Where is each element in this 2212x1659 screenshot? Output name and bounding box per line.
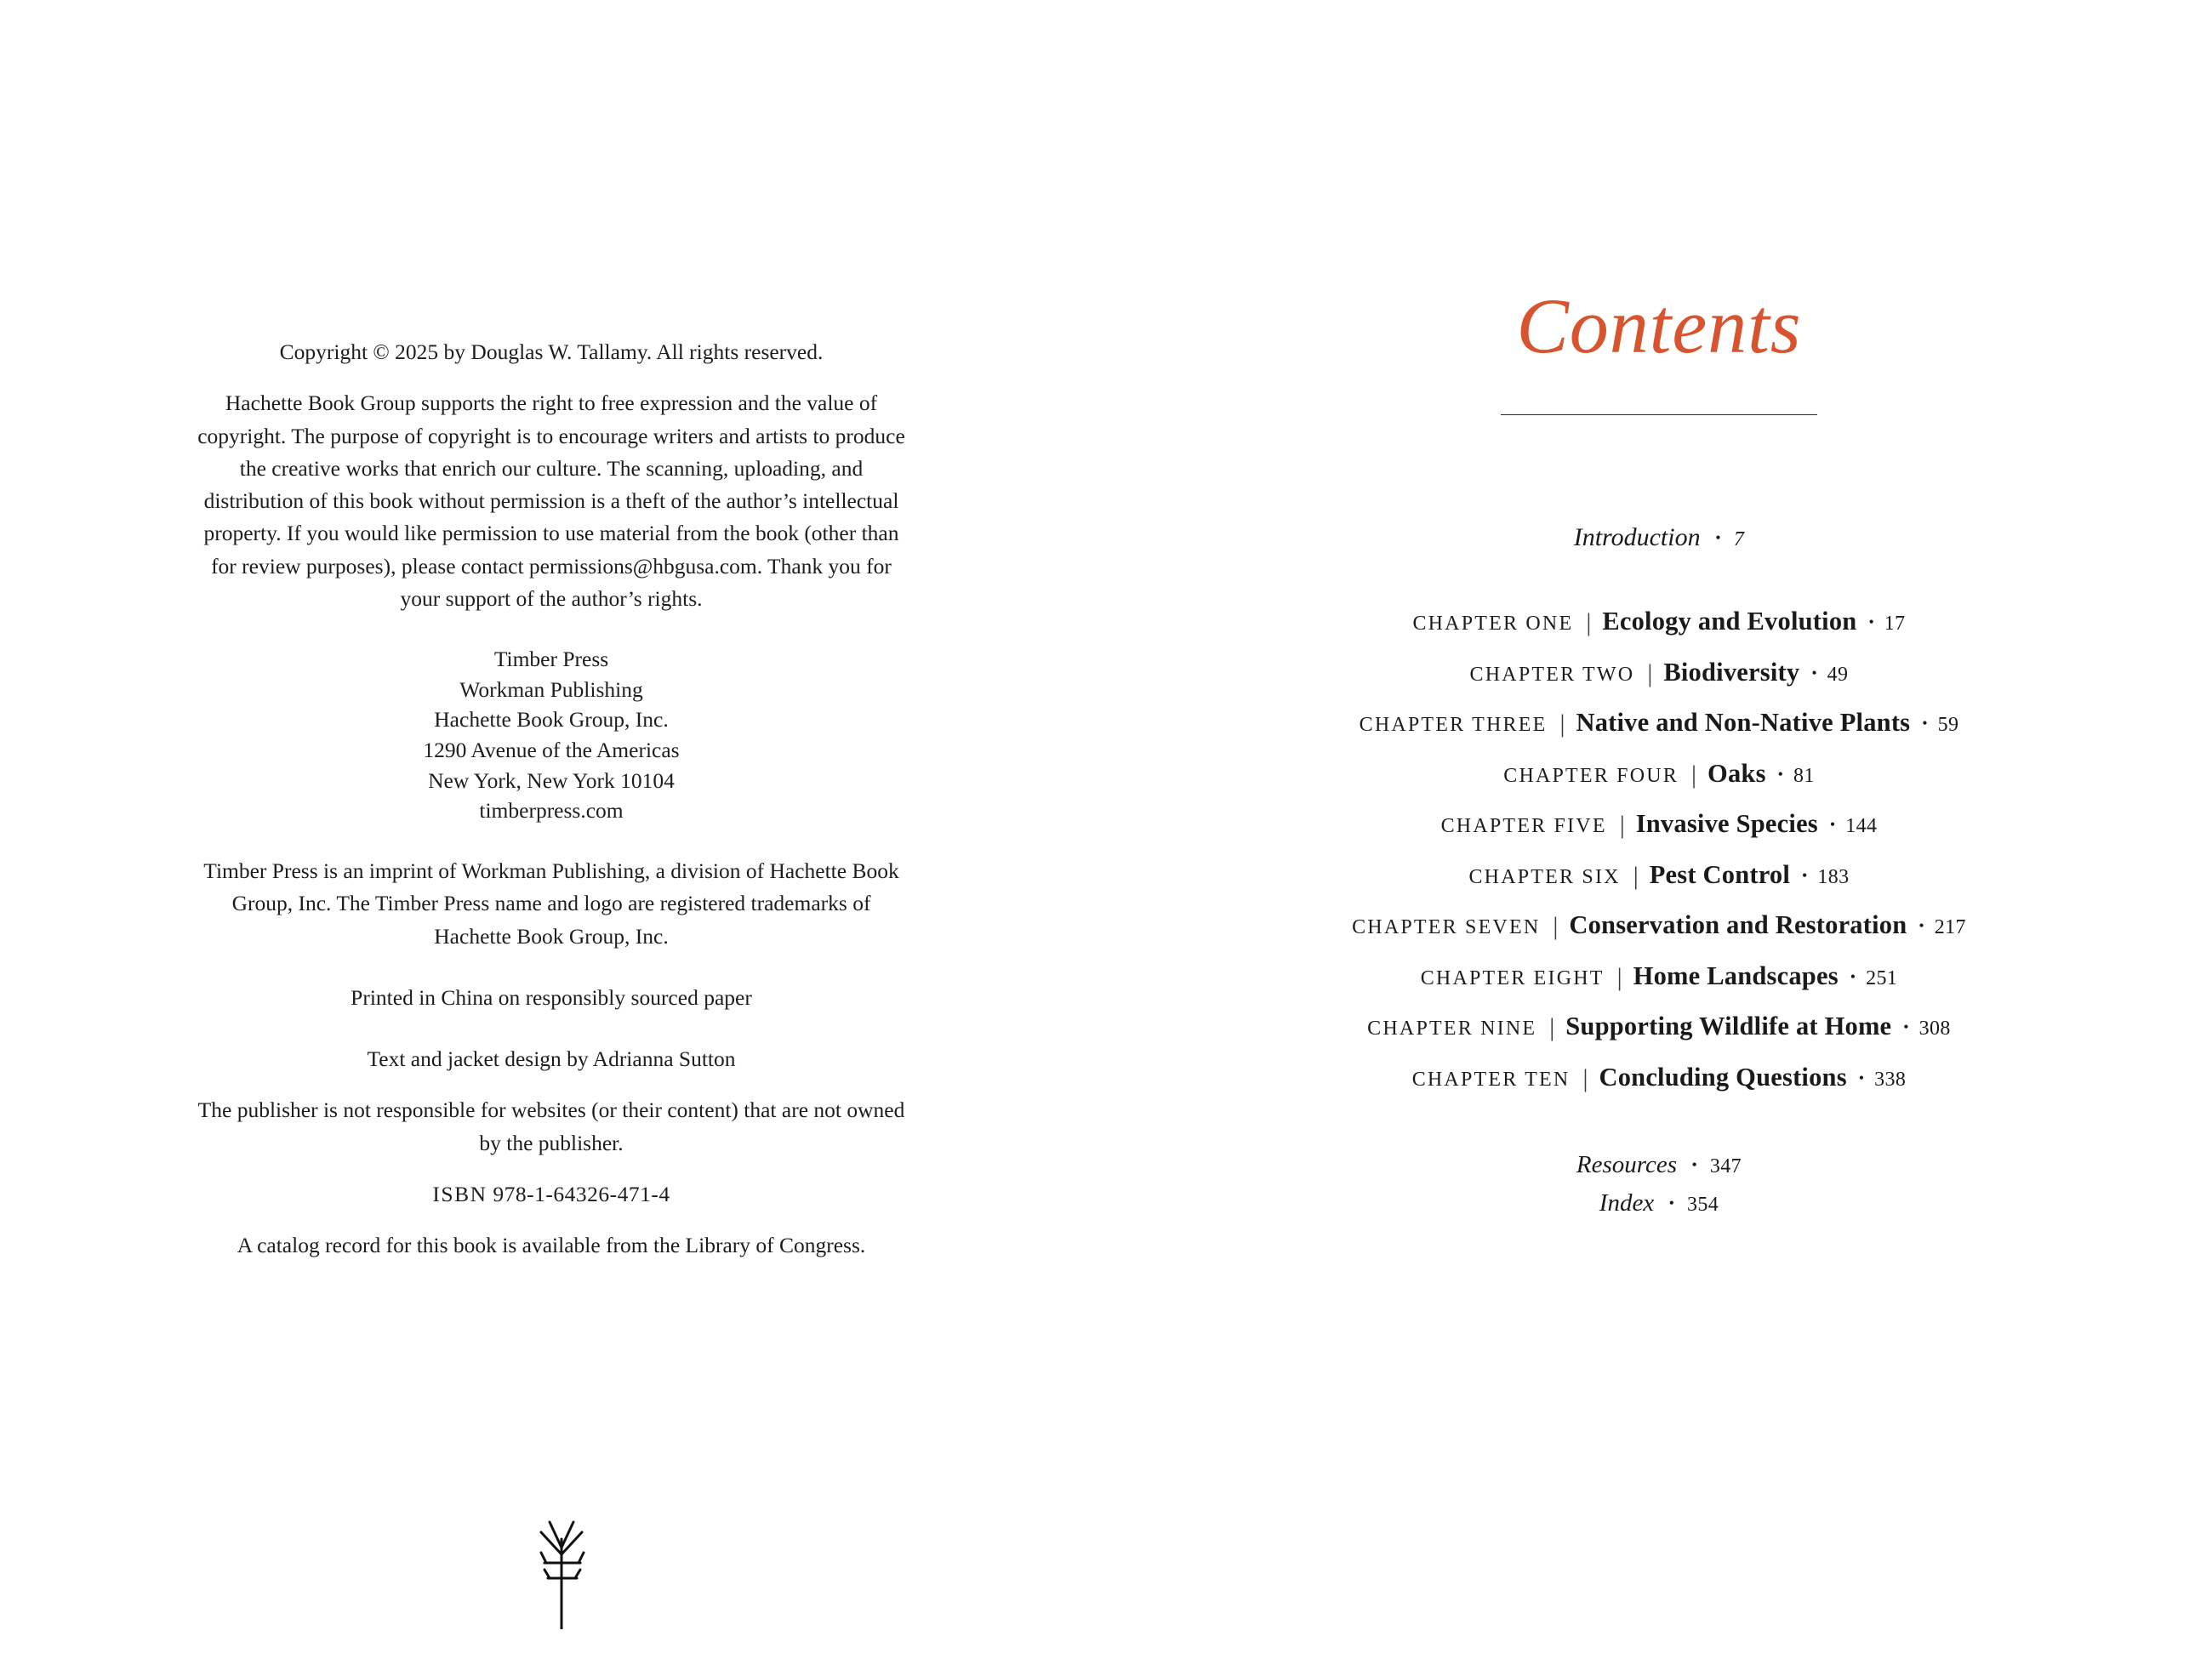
- chapter-title: Invasive Species: [1635, 809, 1818, 838]
- vertical-bar-icon: |: [1559, 710, 1565, 738]
- catalog-line: A catalog record for this book is available from the Library of Congress.: [237, 1233, 866, 1258]
- toc-page-number: 59: [1937, 714, 1959, 736]
- imprint-line-1: Timber Press: [493, 647, 609, 671]
- separator-dot-icon: •: [1858, 1069, 1865, 1086]
- rights-paragraph: Hachette Book Group supports the right to free expression and the value of copyright. The purpose of copyright is to encourage writers and artists to produce the creative works that enrich our culture. The scanning, uploading, and distribution of this book without permission is a theft of the author’s intellectual property. If you would like permission to use material from the book (other than for review purposes), please contact permissions@hbgusa.com. Thank you for your support of the author’s rights.: [197, 391, 905, 611]
- spacer: [194, 1033, 909, 1043]
- toc-page-number: 81: [1793, 764, 1815, 787]
- separator-dot-icon: •: [1829, 816, 1836, 833]
- vertical-bar-icon: |: [1549, 1013, 1555, 1041]
- chapter-number-label: CHAPTER ONE: [1412, 613, 1574, 635]
- separator-dot-icon: •: [1715, 529, 1721, 546]
- vertical-bar-icon: |: [1553, 912, 1559, 940]
- imprint-line-4: 1290 Avenue of the Americas: [423, 738, 680, 763]
- toc-entry-index[interactable]: [1106, 1184, 2212, 1223]
- isbn-label: ISBN: [432, 1181, 487, 1206]
- copyright-line: Copyright © 2025 by Douglas W. Tallamy. All rights reserved.: [279, 339, 824, 364]
- isbn-number: 978-1-64326-471-4: [493, 1181, 670, 1206]
- vertical-bar-icon: |: [1647, 658, 1653, 687]
- toc-page-number: 251: [1866, 966, 1898, 989]
- chapter-number-label: CHAPTER EIGHT: [1420, 966, 1605, 989]
- toc-entry-chapter-three[interactable]: [1106, 706, 2212, 739]
- toc-entry-chapter-eight[interactable]: [1106, 960, 2212, 993]
- imprint-website: timberpress.com: [479, 798, 624, 824]
- chapter-title: Supporting Wildlife at Home: [1565, 1012, 1892, 1040]
- toc-entry-chapter-five[interactable]: [1106, 807, 2212, 841]
- toc-label: Index: [1599, 1189, 1655, 1217]
- spacer: [194, 972, 909, 982]
- separator-dot-icon: •: [1802, 866, 1808, 884]
- separator-dot-icon: •: [1850, 967, 1856, 985]
- toc-label: Introduction: [1573, 523, 1701, 551]
- toc-entry-resources[interactable]: [1106, 1146, 2212, 1184]
- chapter-number-label: CHAPTER TWO: [1469, 663, 1635, 686]
- toc-label: Resources: [1576, 1151, 1678, 1178]
- table-of-contents: [1106, 523, 2212, 1223]
- separator-dot-icon: •: [1903, 1018, 1909, 1035]
- toc-page-number: 183: [1817, 865, 1850, 888]
- toc-page-number: 338: [1874, 1068, 1907, 1091]
- vertical-bar-icon: |: [1633, 861, 1639, 890]
- vertical-bar-icon: |: [1582, 1063, 1588, 1092]
- toc-entry-chapter-ten[interactable]: [1106, 1061, 2212, 1094]
- isbn-line: [194, 1178, 909, 1211]
- imprint-line-3: Hachette Book Group, Inc.: [434, 707, 669, 733]
- design-credit: Text and jacket design by Adrianna Sutton: [367, 1046, 736, 1072]
- imprint-address: [194, 644, 909, 826]
- chapter-number-label: CHAPTER NINE: [1367, 1018, 1537, 1040]
- separator-dot-icon: •: [1668, 1194, 1674, 1211]
- toc-entry-chapter-seven[interactable]: [1106, 909, 2212, 942]
- separator-dot-icon: •: [1777, 765, 1783, 783]
- chapter-number-label: CHAPTER SIX: [1468, 865, 1621, 888]
- toc-entry-introduction[interactable]: [1106, 523, 2212, 552]
- page-title: Contents: [1516, 282, 1802, 369]
- toc-page-number: 354: [1687, 1193, 1719, 1216]
- toc-entry-chapter-nine[interactable]: [1106, 1010, 2212, 1043]
- chapter-title: Conservation and Restoration: [1569, 910, 1907, 939]
- toc-page-number: 17: [1884, 613, 1906, 635]
- toc-page-number: 144: [1845, 815, 1878, 837]
- chapter-number-label: CHAPTER TEN: [1411, 1068, 1571, 1091]
- toc-page-number: 217: [1934, 916, 1966, 938]
- toc-page-number: 49: [1827, 663, 1849, 686]
- trademark-paragraph: Timber Press is an imprint of Workman Publishing, a division of Hachette Book Group, Inc. The Timber Press name and logo are registered trademarks of Hachette Book Group, Inc.: [203, 858, 899, 949]
- toc-entry-chapter-two[interactable]: [1106, 656, 2212, 689]
- chapter-title: Ecology and Evolution: [1602, 607, 1857, 636]
- website-disclaimer: The publisher is not responsible for websites (or their content) that are not owned by the publisher.: [197, 1097, 905, 1155]
- vertical-bar-icon: |: [1586, 608, 1592, 636]
- toc-entry-chapter-six[interactable]: [1106, 858, 2212, 892]
- separator-dot-icon: •: [1922, 715, 1928, 732]
- vertical-bar-icon: |: [1619, 811, 1625, 839]
- toc-back-matter: [1106, 1146, 2212, 1223]
- chapter-number-label: CHAPTER FOUR: [1503, 764, 1679, 787]
- chapter-title: Home Landscapes: [1633, 961, 1839, 990]
- chapter-title: Pest Control: [1649, 859, 1791, 889]
- chapter-title: Oaks: [1707, 758, 1766, 788]
- imprint-line-2: Workman Publishing: [459, 676, 643, 702]
- chapter-title: Biodiversity: [1663, 657, 1800, 687]
- printers-mark-icon: [510, 1510, 613, 1629]
- vertical-bar-icon: |: [1691, 760, 1697, 789]
- toc-entry-chapter-four[interactable]: [1106, 757, 2212, 790]
- separator-dot-icon: •: [1691, 1156, 1697, 1173]
- printing-line: Printed in China on responsibly sourced paper: [351, 984, 752, 1010]
- chapter-number-label: CHAPTER FIVE: [1440, 815, 1607, 837]
- toc-page-number: 7: [1733, 528, 1745, 550]
- separator-dot-icon: •: [1918, 917, 1924, 934]
- chapter-number-label: CHAPTER SEVEN: [1352, 916, 1541, 938]
- copyright-text-block: [194, 336, 909, 1280]
- chapter-title: Native and Non-Native Plants: [1576, 708, 1911, 737]
- toc-page-number: 347: [1709, 1155, 1742, 1177]
- contents-page: [1106, 0, 2212, 1659]
- imprint-line-5: New York, New York 10104: [428, 767, 675, 793]
- chapter-title: Concluding Questions: [1599, 1062, 1847, 1092]
- vertical-bar-icon: |: [1616, 962, 1622, 991]
- chapter-number-label: CHAPTER THREE: [1359, 714, 1548, 736]
- separator-dot-icon: •: [1868, 613, 1874, 630]
- toc-entry-chapter-one[interactable]: [1106, 605, 2212, 638]
- title-divider: [1501, 414, 1817, 415]
- toc-page-number: 308: [1918, 1018, 1951, 1040]
- separator-dot-icon: •: [1811, 664, 1817, 681]
